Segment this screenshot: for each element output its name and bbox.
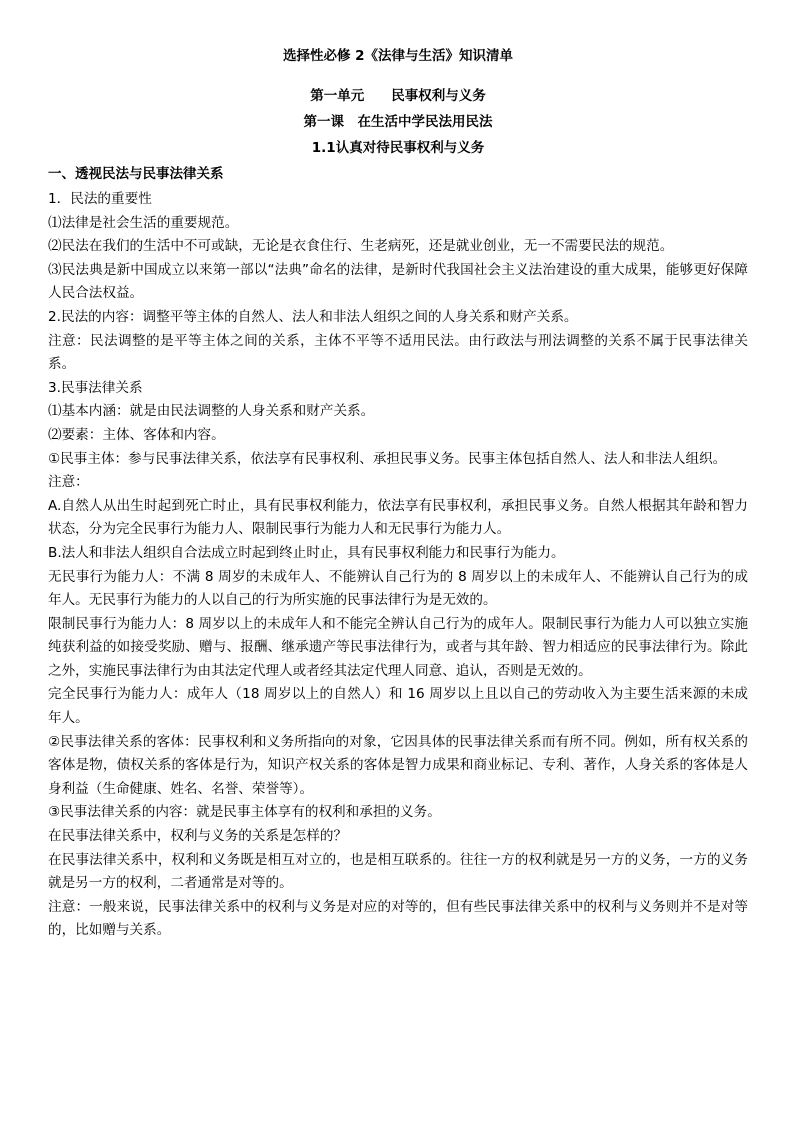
paragraph: ⑴基本内涵：就是由民法调整的人身关系和财产关系。 — [48, 403, 375, 420]
paragraph: ⑵民法在我们的生活中不可或缺，无论是衣食住行、生老病死，还是就业创业，无一不需要民法的规范。 — [48, 238, 674, 255]
paragraph: B.法人和非法人组织自合法成立时起到终止时止，具有民事权利能力和民事行为能力。 — [48, 544, 565, 561]
paragraph: 注意：民法调整的是平等主体之间的关系，主体不平等不适用民法。由行政法与刑法调整的关系不属于民事法律关系。 — [48, 332, 748, 373]
paragraph: 1．民法的重要性 — [48, 191, 152, 207]
subsection-heading: 1.1认真对待民事权利与义务 — [311, 140, 485, 156]
paragraph: ⑶民法典是新中国成立以来第一部以“法典”命名的法律，是新时代我国社会主义法治建设的重大成果，能够更好保障人民合法权益。 — [48, 261, 748, 302]
paragraph: 无民事行为能力人：不满 8 周岁的未成年人、不能辨认自己行为的 8 周岁以上的未成年人、不能辨认自己行为的成年人。无民事行为能力的人以自己的行为所实施的民事法律行为是无效的。 — [48, 568, 748, 609]
paragraph: 在民事法律关系中，权利与义务的关系是怎样的？ — [48, 828, 348, 845]
paragraph: A.自然人从出生时起到死亡时止，具有民事权利能力，依法享有民事权利，承担民事义务。自然人根据其年龄和智力状态，分为完全民事行为能力人、限制民事行为能力人和无民事行为能力人。 — [48, 497, 748, 538]
paragraph: ⑴法律是社会生活的重要规范。 — [48, 214, 239, 231]
paragraph: 3.民事法律关系 — [48, 379, 143, 396]
paragraph: 2.民法的内容：调整平等主体的自然人、法人和非法人组织之间的人身关系和财产关系。 — [48, 308, 578, 325]
paragraph: ⑵要素：主体、客体和内容。 — [48, 426, 225, 443]
lesson-heading: 第一课 在生活中学民法用民法 — [303, 114, 493, 130]
paragraph: ③民事法律关系的内容：就是民事主体享有的权利和承担的义务。 — [48, 804, 441, 821]
paragraph: 在民事法律关系中，权利和义务既是相互对立的，也是相互联系的。往往一方的权利就是另一方的义务，一方的义务就是另一方的权利，二者通常是对等的。 — [48, 851, 748, 892]
paragraph: ②民事法律关系的客体：民事权利和义务所指向的对象，它因具体的民事法律关系而有所不同。例如，所有权关系的客体是物，债权关系的客体是行为，知识产权关系的客体是智力成果和商业标记、专利、著作，人身关系的客体是人身利益（生命健康、姓名、名誉、荣誉等）。 — [48, 733, 748, 797]
paragraph: 注意： — [48, 474, 89, 491]
paragraph: 注意：一般来说，民事法律关系中的权利与义务是对应的对等的，但有些民事法律关系中的权利与义务则并不是对等的，比如赠与关系。 — [48, 898, 748, 939]
document-title: 选择性必修 2《法律与生活》知识清单 — [282, 48, 514, 64]
paragraph: 完全民事行为能力人：成年人（18 周岁以上的自然人）和 16 周岁以上且以自己的劳动收入为主要生活来源的未成年人。 — [48, 686, 748, 727]
title-block — [48, 46, 748, 158]
section-heading: 一、透视民法与民事法律关系 — [48, 166, 224, 182]
paragraph: ①民事主体：参与民事法律关系，依法享有民事权利、承担民事义务。民事主体包括自然人、法人和非法人组织。 — [48, 450, 727, 467]
document-body — [48, 188, 748, 943]
unit-heading: 第一单元 民事权利与义务 — [310, 88, 486, 104]
paragraph: 限制民事行为能力人：8 周岁以上的未成年人和不能完全辨认自己行为的成年人。限制民事行为能力人可以独立实施纯获利益的如接受奖励、赠与、报酬、继承遗产等民事法律行为，或者与其年龄、智力相适应的民事法律行为。除此之外，实施民事法律行为由其法定代理人或者经其法定代理人同意、追认，否则是无效的。 — [48, 615, 748, 679]
